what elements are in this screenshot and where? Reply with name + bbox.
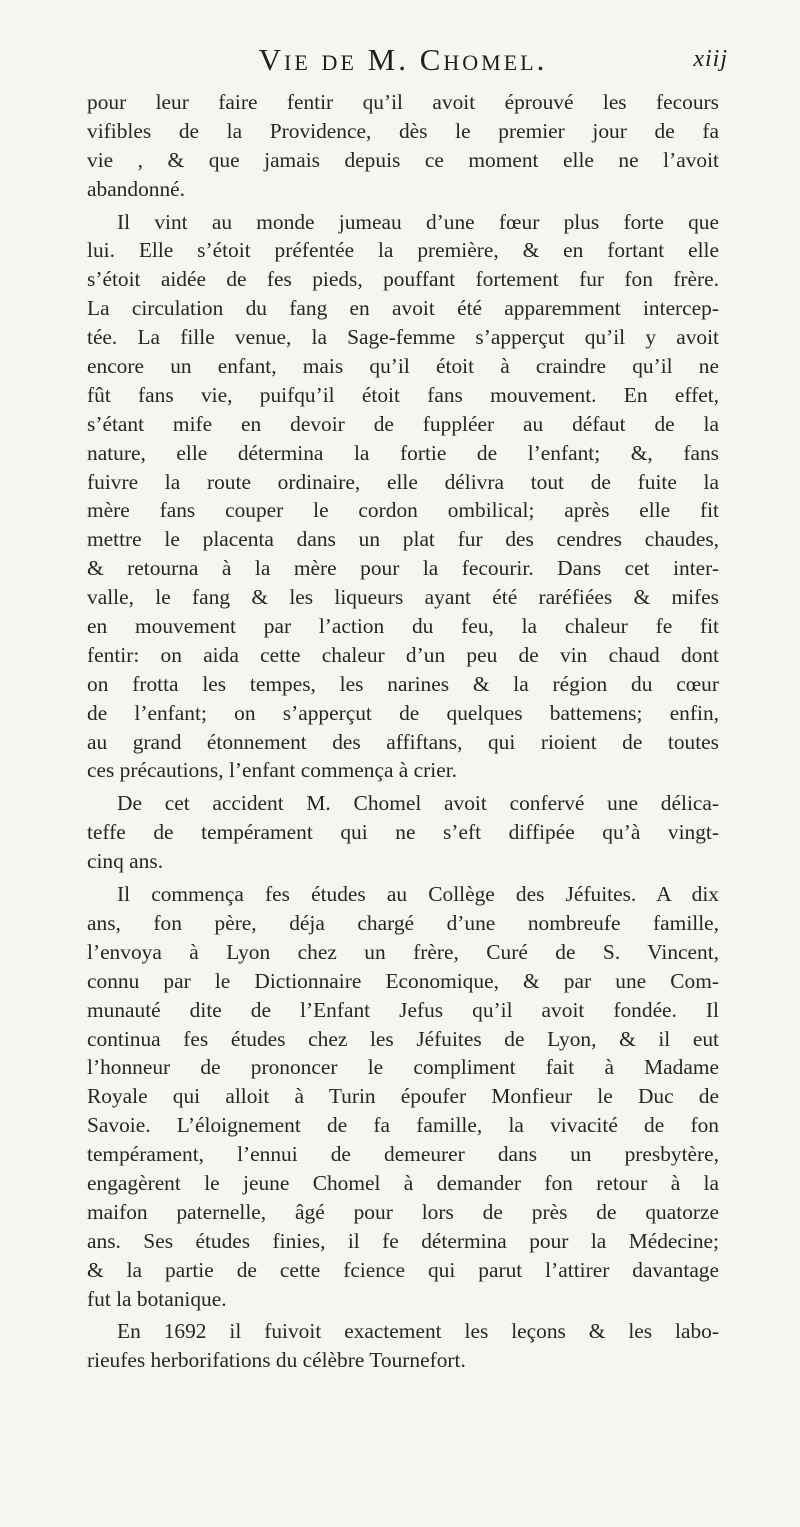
text-line: l’honneur de prononcer le compliment fait à Madame [87, 1055, 719, 1080]
text-line: continua fes études chez les Jéfuites de Lyon, & il eut [87, 1026, 719, 1051]
text-line: ans. Ses études finies, il fe détermina pour la Médecine; [87, 1228, 719, 1253]
text-line: ces précautions, l’enfant commença à crier. [87, 758, 457, 783]
text-line: Royale qui alloit à Turin époufer Monfieur le Duc de [87, 1084, 719, 1109]
text-line: fentir: on aida cette chaleur d’un peu de vin chaud dont [87, 642, 719, 667]
text-line: maifon paternelle, âgé pour lors de près de quatorze [87, 1199, 719, 1224]
running-title: Vie de M. Chomel. [258, 42, 548, 77]
text-line: s’étant mife en devoir de fuppléer au défaut de la [87, 411, 719, 436]
text-line: En 1692 il fuivoit exactement les leçons & les labo- [117, 1319, 719, 1344]
text-line: mettre le placenta dans un plat fur des cendres chaudes, [87, 527, 719, 552]
text-line: teffe de tempérament qui ne s’eft diffipée qu’à vingt- [87, 820, 719, 845]
text-line: ans, fon père, déja chargé d’une nombreufe famille, [87, 910, 719, 935]
text-line: abandonné. [87, 176, 186, 201]
running-header [78, 40, 728, 80]
text-line: encore un enfant, mais qu’il étoit à craindre qu’il ne [87, 354, 719, 379]
text-line: & retourna à la mère pour la fecourir. Dans cet inter- [87, 556, 719, 581]
text-line: on frotta les tempes, les narines & la région du cœur [87, 671, 719, 696]
text-line: fut la botanique. [87, 1286, 227, 1311]
text-line: tée. La fille venue, la Sage-femme s’apperçut qu’il y avoit [87, 325, 719, 350]
text-line: connu par le Dictionnaire Economique, & par une Com- [87, 968, 719, 993]
text-line: fût fans vie, puifqu’il étoit fans mouvement. En effet, [87, 382, 719, 407]
text-line: fuivre la route ordinaire, elle délivra tout de fuite la [87, 469, 719, 494]
text-line: & la partie de cette fcience qui parut l’attirer davantage [87, 1257, 719, 1282]
text-line: nature, elle détermina la fortie de l’enfant; &, fans [87, 440, 719, 465]
text-line: munauté dite de l’Enfant Jefus qu’il avoit fondée. Il [87, 997, 719, 1022]
text-line: engagèrent le jeune Chomel à demander fon retour à la [87, 1170, 719, 1195]
text-line: en mouvement par l’action du feu, la chaleur fe fit [87, 614, 719, 639]
text-line: Il commença fes études au Collège des Jéfuites. A dix [117, 882, 719, 907]
text-line: cinq ans. [87, 849, 164, 874]
text-line: lui. Elle s’étoit préfentée la première, & en fortant elle [87, 238, 719, 263]
text-line: s’étoit aidée de fes pieds, pouffant fortement fur fon frère. [87, 267, 719, 292]
text-line: vifibles de la Providence, dès le premier jour de fa [87, 118, 719, 143]
text-line: l’envoya à Lyon chez un frère, Curé de S. Vincent, [87, 939, 719, 964]
text-line: pour leur faire fentir qu’il avoit éprouvé les fecours [87, 90, 719, 114]
text-line: vie , & que jamais depuis ce moment elle ne l’avoit [87, 147, 719, 172]
text-line: rieufes herborifations du célèbre Tournefort. [87, 1348, 466, 1373]
text-line: De cet accident M. Chomel avoit confervé une délica- [117, 791, 719, 816]
text-line: de l’enfant; on s’apperçut de quelques battemens; enfin, [87, 700, 719, 725]
text-line: tempérament, l’ennui de demeurer dans un presbytère, [87, 1142, 719, 1167]
text-line: valle, le fang & les liqueurs ayant été raréfiées & mifes [87, 585, 719, 610]
text-line: mère fans couper le cordon ombilical; après elle fit [87, 498, 719, 523]
text-line: La circulation du fang en avoit été apparemment intercep- [87, 296, 719, 321]
text-line: au grand étonnement des affiftans, qui rioient de toutes [87, 729, 719, 754]
page-number: xiij [693, 46, 728, 72]
text-line: Savoie. L’éloignement de fa famille, la vivacité de fon [87, 1113, 719, 1138]
text-line: Il vint au monde jumeau d’une fœur plus forte que [117, 209, 719, 234]
body-text [87, 88, 719, 1375]
